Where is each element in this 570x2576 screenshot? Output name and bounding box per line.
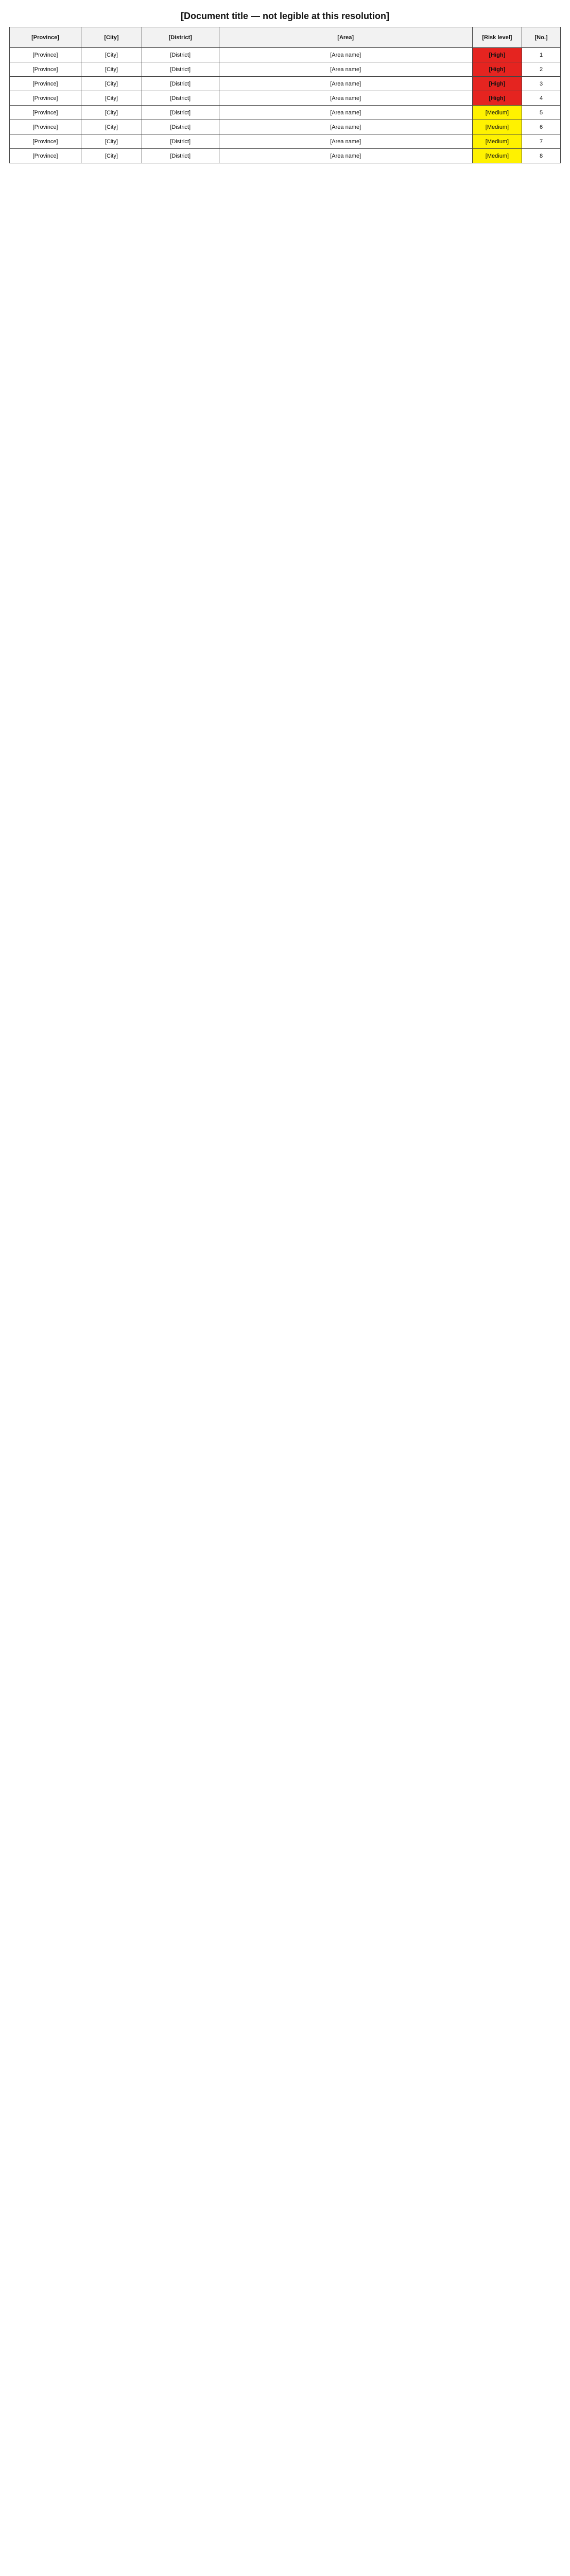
cell-district: [District] <box>142 120 219 134</box>
risk-area-table <box>9 27 561 163</box>
cell-district: [District] <box>142 149 219 163</box>
cell-number: 5 <box>522 106 561 120</box>
cell-province: [Province] <box>10 48 81 62</box>
cell-city: [City] <box>81 149 142 163</box>
cell-province: [Province] <box>10 77 81 91</box>
header-risk-level: [Risk level] <box>472 27 522 48</box>
cell-district: [District] <box>142 91 219 106</box>
cell-area: [Area name] <box>219 62 472 77</box>
header-province: [Province] <box>10 27 81 48</box>
cell-risk-level: [Medium] <box>472 134 522 149</box>
cell-risk-level: [Medium] <box>472 120 522 134</box>
cell-district: [District] <box>142 62 219 77</box>
cell-district: [District] <box>142 48 219 62</box>
table-row <box>10 106 561 120</box>
cell-number: 8 <box>522 149 561 163</box>
cell-area: [Area name] <box>219 48 472 62</box>
cell-province: [Province] <box>10 120 81 134</box>
cell-area: [Area name] <box>219 149 472 163</box>
cell-city: [City] <box>81 134 142 149</box>
cell-city: [City] <box>81 106 142 120</box>
cell-risk-level: [High] <box>472 91 522 106</box>
table-row <box>10 134 561 149</box>
cell-area: [Area name] <box>219 106 472 120</box>
cell-number: 6 <box>522 120 561 134</box>
header-district: [District] <box>142 27 219 48</box>
cell-area: [Area name] <box>219 120 472 134</box>
cell-number: 3 <box>522 77 561 91</box>
cell-area: [Area name] <box>219 134 472 149</box>
cell-number: 4 <box>522 91 561 106</box>
document-title: [Document title — not legible at this resolution] <box>180 11 389 21</box>
cell-area: [Area name] <box>219 91 472 106</box>
cell-district: [District] <box>142 77 219 91</box>
cell-province: [Province] <box>10 149 81 163</box>
cell-number: 1 <box>522 48 561 62</box>
cell-province: [Province] <box>10 62 81 77</box>
cell-district: [District] <box>142 134 219 149</box>
cell-risk-level: [Medium] <box>472 149 522 163</box>
table-header-row <box>10 27 561 48</box>
cell-city: [City] <box>81 48 142 62</box>
header-number: [No.] <box>522 27 561 48</box>
document-page <box>9 8 561 2576</box>
cell-province: [Province] <box>10 106 81 120</box>
cell-risk-level: [High] <box>472 62 522 77</box>
table-row <box>10 77 561 91</box>
header-city: [City] <box>81 27 142 48</box>
table-row <box>10 62 561 77</box>
cell-number: 2 <box>522 62 561 77</box>
table-row <box>10 91 561 106</box>
cell-area: [Area name] <box>219 77 472 91</box>
header-area: [Area] <box>219 27 472 48</box>
cell-city: [City] <box>81 62 142 77</box>
cell-province: [Province] <box>10 91 81 106</box>
table-row <box>10 48 561 62</box>
cell-city: [City] <box>81 91 142 106</box>
cell-number: 7 <box>522 134 561 149</box>
cell-city: [City] <box>81 77 142 91</box>
cell-district: [District] <box>142 106 219 120</box>
table-row <box>10 149 561 163</box>
table-row <box>10 120 561 134</box>
cell-risk-level: [High] <box>472 77 522 91</box>
cell-risk-level: [Medium] <box>472 106 522 120</box>
table-body <box>10 48 561 163</box>
cell-city: [City] <box>81 120 142 134</box>
cell-province: [Province] <box>10 134 81 149</box>
cell-risk-level: [High] <box>472 48 522 62</box>
